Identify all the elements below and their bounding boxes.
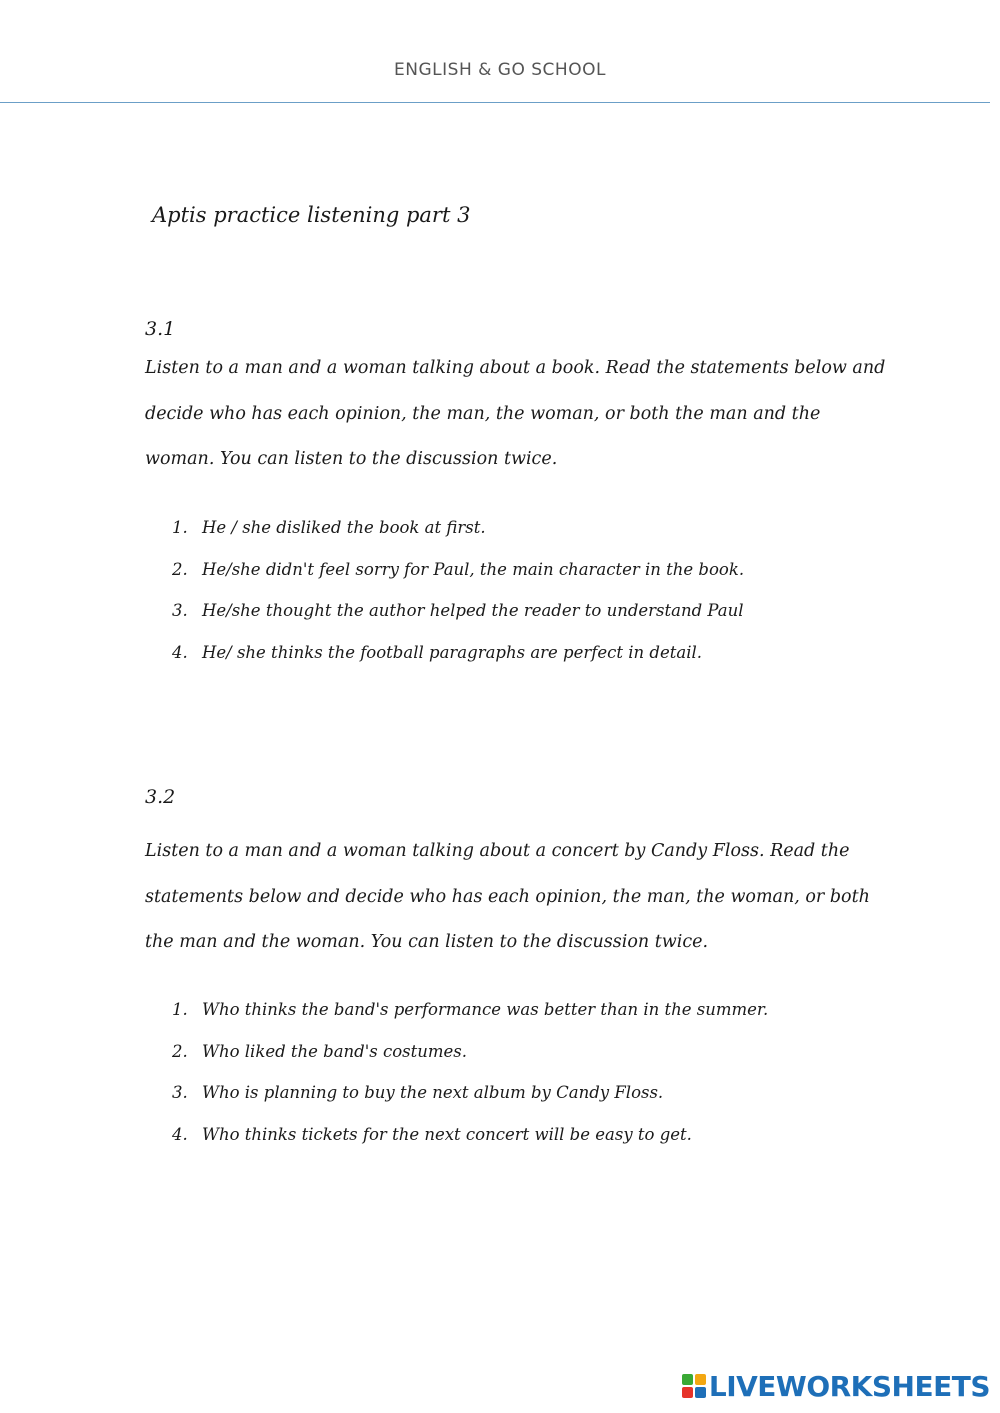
list-item	[172, 1042, 768, 1084]
item-text: He/she didn't feel sorry for Paul, the main character in the book.	[202, 559, 745, 579]
list-item	[172, 601, 744, 643]
logo-text: LIVEWORKSHEETS	[708, 1369, 990, 1403]
logo-square	[695, 1374, 706, 1385]
item-text: Who thinks the band's performance was better than in the summer.	[202, 1000, 769, 1019]
list-item	[172, 518, 744, 560]
liveworksheets-logo-icon	[682, 1374, 706, 1398]
list-item	[172, 1125, 768, 1167]
statement-list-3-1	[172, 518, 744, 684]
liveworksheets-logo[interactable]	[682, 1369, 990, 1403]
item-number: 2.	[172, 1041, 188, 1061]
list-item	[172, 1083, 768, 1125]
item-text: Who is planning to buy the next album by Candy Floss.	[202, 1083, 664, 1102]
item-text: He/she thought the author helped the reader to understand Paul	[202, 601, 744, 620]
item-text: He/ she thinks the football paragraphs are perfect in detail.	[202, 642, 702, 662]
list-item	[172, 1000, 768, 1042]
section-number-3-1: 3.1	[145, 318, 176, 340]
item-number: 3.	[172, 1083, 188, 1102]
section-instructions-3-1: Listen to a man and a woman talking about a book. Read the statements below and decide who has each opinion, the man, the woman, or both the man and the woman. You can listen to the discussion twice.	[145, 358, 886, 469]
header-divider	[0, 102, 990, 103]
list-item	[172, 560, 744, 602]
section-number-3-2: 3.2	[145, 786, 176, 808]
item-text: Who liked the band's costumes.	[202, 1041, 468, 1061]
header-school-name: ENGLISH & GO SCHOOL	[394, 60, 606, 80]
item-text: Who thinks tickets for the next concert will be easy to get.	[202, 1124, 692, 1144]
item-number: 3.	[172, 601, 188, 620]
section-instructions-3-2: Listen to a man and a woman talking about a concert by Candy Floss. Read the statements below and decide who has each opinion, the man, the woman, or both the man and the woman. You can listen to the discussion twice.	[145, 841, 870, 952]
item-number: 4.	[172, 1124, 188, 1144]
logo-square	[695, 1387, 706, 1398]
item-number: 4.	[172, 642, 188, 662]
item-text: He / she disliked the book at first.	[202, 518, 486, 537]
logo-square	[682, 1374, 693, 1385]
list-item	[172, 643, 744, 685]
item-number: 1.	[172, 1000, 188, 1019]
page-title: Aptis practice listening part 3	[152, 203, 471, 227]
item-number: 1.	[172, 518, 188, 537]
statement-list-3-2	[172, 1000, 768, 1166]
item-number: 2.	[172, 559, 188, 579]
logo-square	[682, 1387, 693, 1398]
